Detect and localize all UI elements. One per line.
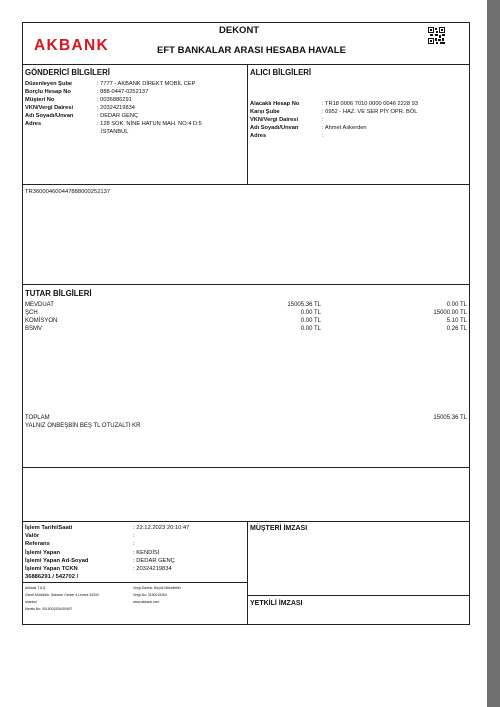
receiver-info (248, 65, 469, 184)
field-value: : DEDAR GENÇ (97, 113, 139, 119)
transaction-row (25, 565, 245, 573)
address-line-2: İSTANBUL (101, 129, 129, 135)
field-value: : DEDAR GENÇ (133, 557, 175, 564)
transaction-row (25, 557, 245, 565)
customer-signature: MÜŞTERİ İMZASI (248, 522, 469, 596)
sender-row (25, 120, 245, 136)
field-value: : 888-0447-0252137 (97, 89, 149, 95)
vertical-scrollbar[interactable] (487, 0, 500, 707)
field-label: Alacaklı Hesap No (250, 101, 300, 107)
amount-name: ŞCH (25, 310, 38, 316)
receiver-row (250, 124, 467, 132)
field-label: Karşı Şube (250, 109, 280, 115)
bank-footer-right (133, 585, 181, 613)
field-label: İşlemi Yapan TCKN (25, 566, 78, 573)
amount-name: KOMİSYON (25, 318, 58, 324)
sender-row (25, 112, 245, 120)
amount-row (25, 301, 467, 309)
field-label: Müşteri No (25, 97, 55, 103)
field-value: : 20324219834 (97, 105, 135, 111)
bank-footer-left (25, 585, 133, 613)
amount-name: BSMV (25, 326, 43, 332)
field-value: : 20324219834 (133, 566, 172, 573)
field-label: Referans (25, 541, 50, 548)
sender-info (23, 65, 248, 184)
transaction-row (25, 524, 245, 532)
field-value: : (322, 133, 324, 139)
receipt-subtitle: EFT BANKALAR ARASI HESABA HAVALE (157, 45, 346, 56)
receiver-row (250, 116, 467, 124)
description-section (23, 185, 469, 285)
field-value: : Ahmet Askerden (322, 125, 367, 131)
akbank-logo: AKBANK (34, 37, 109, 54)
field-label: İşlemi Yapan (25, 549, 61, 556)
amount-value-1: 15005.36 TL (287, 302, 321, 308)
sender-row (25, 96, 245, 104)
transaction-row (25, 549, 245, 557)
footer-line: www.akbank.com (133, 600, 160, 605)
receiver-row (250, 108, 467, 116)
footer-line: Mersis No: 0015001526400497 (25, 607, 73, 612)
footer-line: İstanbul (25, 600, 37, 605)
blank-section (23, 468, 469, 522)
field-value: : (322, 117, 324, 123)
receipt-header (23, 23, 469, 65)
signature-area (248, 522, 469, 624)
total-block (25, 414, 467, 429)
field-label: Valör (25, 533, 40, 540)
amount-in-words: YALNIZ ONBEŞBİN BEŞ TL OTUZALTI KR (25, 423, 141, 429)
amount-row (25, 325, 467, 333)
receiver-row (250, 100, 467, 108)
field-label: VKN/Vergi Dairesi (25, 105, 74, 111)
transaction-row (25, 540, 245, 548)
sender-row (25, 88, 245, 96)
total-value: 15005.36 TL (433, 415, 467, 421)
receiver-row (250, 132, 467, 140)
field-label: Adres (25, 121, 42, 127)
amount-section (23, 285, 469, 468)
total-label: TOPLAM (25, 415, 50, 421)
field-label: Adı Soyadı/Unvan (25, 113, 74, 119)
field-value: : KENDİSİ (133, 549, 160, 556)
footer-line: Vergi No: 0150015264 (133, 593, 167, 598)
address-line-1: : 128 SOK. NİNE HATUN MAH. NO:4 D:5 (97, 121, 202, 127)
receiver-title: ALICI BİLGİLERİ (250, 68, 312, 77)
total-row (25, 414, 467, 422)
field-value: : TR18 0006 7010 0000 0046 2228 93 (322, 101, 419, 107)
field-label: Adres (250, 133, 267, 139)
sender-row (25, 80, 245, 88)
field-value: : 22.12.2023 20:10:47 (133, 525, 190, 531)
field-label: Düzenleyen Şube (25, 81, 73, 87)
transaction-info (23, 522, 248, 624)
amount-row (25, 309, 467, 317)
footer-line: Genel Müdürlük: Sabancı Center 4.Levent 34330 (25, 593, 99, 598)
amount-value-2: 0.00 TL (446, 302, 467, 308)
amount-row (25, 317, 467, 325)
field-label: Borçlu Hesap No (25, 89, 71, 95)
bottom-section (23, 522, 469, 624)
qr-code-icon (428, 27, 445, 44)
amount-title: TUTAR BİLGİLERİ (25, 289, 92, 298)
receipt (22, 22, 470, 625)
amount-name: MEVDUAT (25, 302, 54, 308)
field-value: : 0036886291 (97, 97, 132, 103)
field-label: İşlemi Yapan Ad-Soyad (25, 557, 89, 564)
bank-footer (23, 582, 247, 613)
field-label: VKN/Vergi Dairesi (250, 117, 299, 123)
field-value: : 0952 - HAZ. VE SER PİY OPR. BÖL (322, 109, 418, 115)
field-value (97, 120, 202, 136)
amount-value-2: 0.26 TL (446, 326, 467, 332)
description-text: TR360004600447888000252137 (25, 189, 111, 195)
amount-value-2: 15000.00 TL (433, 310, 467, 316)
field-value: : (133, 533, 135, 540)
party-info (23, 65, 469, 185)
field-value: : (133, 541, 135, 548)
receipt-title: DEKONT (219, 25, 260, 36)
authorized-signature: YETKİLİ İMZASI (250, 600, 303, 607)
footer-line: Vergi Dairesi: Büyük Mükellefler (133, 586, 181, 591)
amount-value-1: 0.00 TL (300, 310, 321, 316)
amount-value-2: 5.10 TL (446, 318, 467, 324)
transaction-row (25, 532, 245, 540)
amount-value-1: 0.00 TL (300, 326, 321, 332)
field-label: İşlem Tarihi/Saati (25, 525, 73, 531)
sender-title: GÖNDERİCİ BİLGİLERİ (25, 68, 110, 77)
field-value: : 7777 - AKBANK DİREKT MOBİL CEP (97, 81, 196, 87)
reference-line: 36886291 / 542702 / (25, 574, 79, 581)
amount-value-1: 0.00 TL (300, 318, 321, 324)
footer-line: Akbank T.A.Ş. (25, 586, 47, 591)
field-label: Adı Soyadı/Unvan (250, 125, 299, 131)
sender-row (25, 104, 245, 112)
